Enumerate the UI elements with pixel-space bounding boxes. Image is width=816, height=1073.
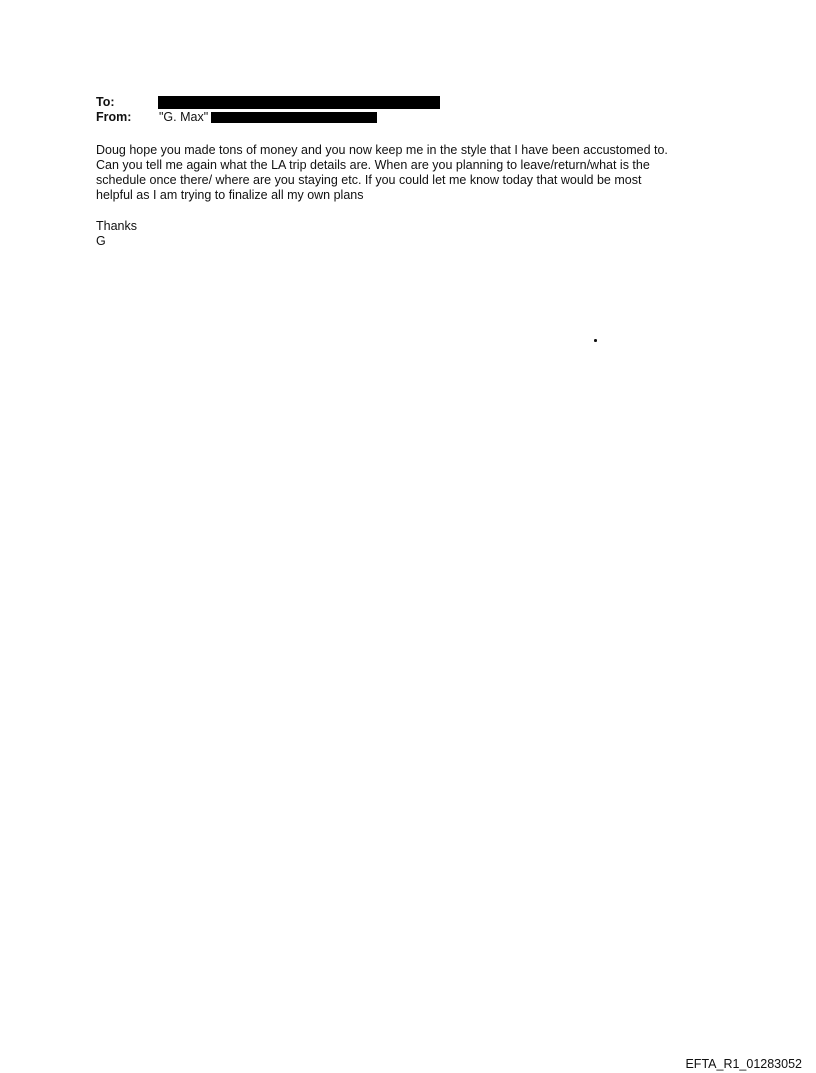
message-closing [96, 219, 137, 249]
from-name: "G. Max" [159, 110, 209, 124]
from-label: From: [96, 110, 132, 124]
redacted-recipient [158, 96, 440, 109]
redacted-sender-email [211, 112, 377, 123]
message-line: helpful as I am trying to finalize all my own plans [96, 188, 364, 202]
to-label: To: [96, 95, 115, 109]
message-paragraph [96, 143, 736, 203]
closing-signature: G [96, 234, 106, 248]
message-line: Can you tell me again what the LA trip details are. When are you planning to leave/return/what is the [96, 158, 650, 172]
stray-mark [594, 339, 597, 342]
from-value [159, 110, 377, 125]
message-body [96, 143, 736, 203]
document-id: EFTA_R1_01283052 [685, 1057, 802, 1071]
message-line: Doug hope you made tons of money and you now keep me in the style that I have been accustomed to. [96, 143, 668, 157]
closing-thanks: Thanks [96, 219, 137, 233]
message-line: schedule once there/ where are you staying etc. If you could let me know today that would be most [96, 173, 642, 187]
